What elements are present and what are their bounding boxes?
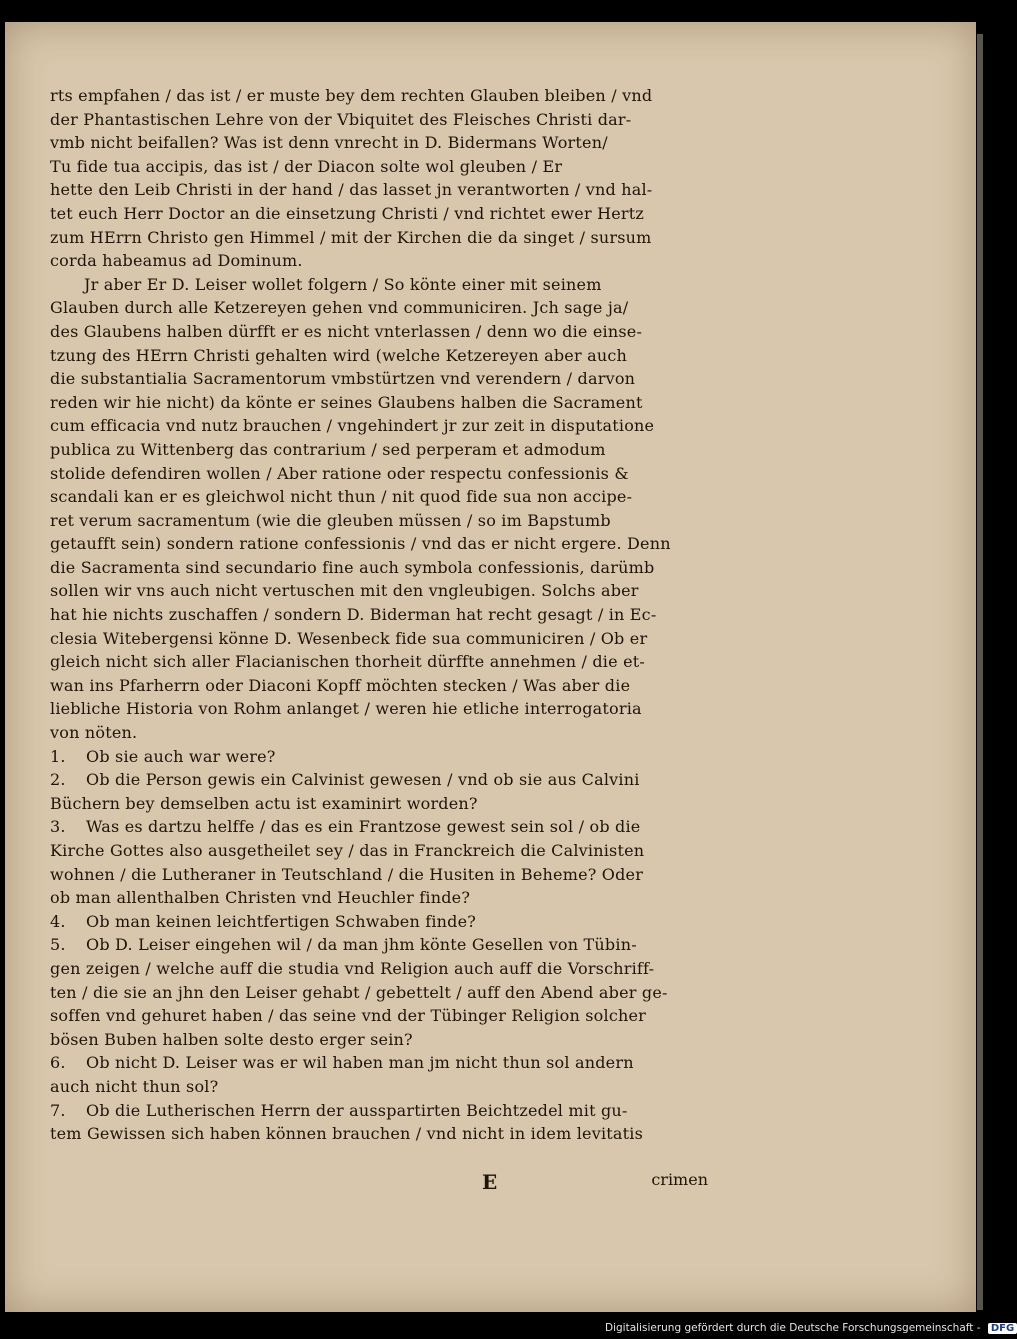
item-text: ob man allenthalben Christen vnd Heuchler finde? (50, 888, 471, 908)
text-line: Tu fide tua accipis, das ist / der Diacon solte wol gleuben / Er (50, 156, 563, 176)
text-line: gleich nicht sich aller Flacianischen thorheit dürffte annehmen / die et- (50, 652, 645, 672)
text-line: reden wir hie nicht) da könte er seines Glaubens halben die Sacrament (50, 392, 643, 412)
item-text: Ob man keinen leichtfertigen Schwaben finde? (86, 911, 477, 931)
footer-text: Digitalisierung gefördert durch die Deutsche Forschungsgemeinschaft - (605, 1322, 981, 1334)
item-text: Kirche Gottes also ausgetheilet sey / das in Franckreich die Calvinisten (50, 841, 645, 860)
text-line: tzung des HErrn Christi gehalten wird (welche Ketzereyen aber auch (50, 345, 628, 365)
text-line: stolide defendiren wollen / Aber ratione oder respectu confessionis & (50, 463, 629, 483)
item-number: 6. (50, 1053, 66, 1073)
numbered-item (50, 1099, 718, 1123)
item-text: Ob sie auch war were? (86, 746, 276, 766)
item-number: 3. (50, 817, 66, 837)
text-line: liebliche Historia von Rohm anlanget / weren hie etliche interrogatoria (50, 699, 642, 719)
signature-line (480, 1170, 720, 1194)
text-line: Glauben durch alle Ketzereyen gehen vnd communiciren. Jch sage ja/ (50, 298, 629, 318)
funding-footer (605, 1322, 1017, 1334)
text-line: Jr aber Er D. Leiser wollet folgern / So könte einer mit seinem (84, 274, 602, 294)
item-text: gen zeigen / welche auff die studia vnd Religion auch auff die Vorschriff- (50, 958, 655, 978)
item-text: bösen Buben halben solte desto erger sein? (50, 1029, 413, 1049)
text-line: publica zu Wittenberg das contrarium / sed perperam et admodum (50, 439, 606, 459)
item-text: auch nicht thun sol? (50, 1076, 219, 1096)
text-line: rts empfahen / das ist / er muste bey dem rechten Glauben bleiben / vnd (50, 86, 653, 105)
text-line: getaufft sein) sondern ratione confessionis / vnd das er nicht ergere. Denn (50, 534, 671, 554)
item-text: Ob nicht D. Leiser was er wil haben man jm nicht thun sol andern (86, 1053, 634, 1073)
text-line: ret verum sacramentum (wie die gleuben müssen / so im Bapstumb (50, 510, 611, 530)
text-line: des Glaubens halben dürfft er es nicht vnterlassen / denn wo die einse- (50, 321, 643, 341)
item-number: 5. (50, 935, 66, 955)
item-text: Was es dartzu helffe / das es ein Frantzose gewest sein sol / ob die (86, 817, 641, 837)
page-text (50, 84, 718, 1146)
dfg-logo: DFG (988, 1323, 1017, 1334)
text-line: wan ins Pfarherrn oder Diaconi Kopff möchten stecken / Was aber die (50, 675, 631, 695)
text-line: sollen wir vns auch nicht vertuschen mit den vngleubigen. Solchs aber (50, 581, 639, 601)
numbered-item (50, 933, 718, 957)
text-line: hette den Leib Christi in der hand / das lasset jn verantworten / vnd hal- (50, 180, 653, 200)
text-line: der Phantastischen Lehre von der Vbiquitet des Fleisches Christi dar- (50, 109, 632, 129)
text-line: zum HErrn Christo gen Himmel / mit der Kirchen die da singet / sursum (50, 227, 652, 247)
text-line: vmb nicht beifallen? Was ist denn vnrecht in D. Bidermans Worten/ (50, 133, 608, 153)
item-text: Büchern bey demselben actu ist examinirt worden? (50, 793, 478, 813)
signature-mark: E (482, 1170, 498, 1194)
item-text: Ob die Lutherischen Herrn der ausspartirten Beichtzedel mit gu- (86, 1100, 628, 1120)
text-line: hat hie nichts zuschaffen / sondern D. Biderman hat recht gesagt / in Ec- (50, 605, 657, 625)
text-line: clesia Witebergensi könne D. Wesenbeck fide sua communiciren / Ob er (50, 628, 648, 648)
item-text: ten / die sie an jhn den Leiser gehabt / gebettelt / auff den Abend aber ge- (50, 982, 668, 1002)
item-text: wohnen / die Lutheraner in Teutschland / die Husiten in Beheme? Oder (50, 864, 644, 884)
page-edge (977, 34, 983, 1310)
numbered-item (50, 768, 718, 792)
text-line: die Sacramenta sind secundario fine auch symbola confessionis, darümb (50, 557, 655, 577)
text-line: corda habeamus ad Dominum. (50, 251, 303, 271)
item-number: 7. (50, 1100, 66, 1120)
item-number: 2. (50, 770, 66, 790)
numbered-item (50, 910, 718, 934)
text-line: tet euch Herr Doctor an die einsetzung Christi / vnd richtet ewer Hertz (50, 203, 645, 223)
item-text: soffen vnd gehuret haben / das seine vnd der Tübinger Religion solcher (50, 1006, 647, 1026)
item-text: Ob die Person gewis ein Calvinist gewesen / vnd ob sie aus Calvini (86, 770, 640, 790)
item-text: tem Gewissen sich haben können brauchen / vnd nicht in idem levitatis (50, 1124, 643, 1144)
numbered-item (50, 745, 718, 769)
text-line: von nöten. (50, 723, 138, 743)
numbered-item (50, 1051, 718, 1075)
item-number: 4. (50, 911, 66, 931)
catchword: crimen (651, 1170, 708, 1189)
item-text: Ob D. Leiser eingehen wil / da man jhm könte Gesellen von Tübin- (86, 935, 637, 955)
text-line: die substantialia Sacramentorum vmbstürtzen vnd verendern / darvon (50, 369, 636, 389)
numbered-item (50, 815, 718, 839)
text-line: cum efficacia vnd nutz brauchen / vngehindert jr zur zeit in disputatione (50, 416, 655, 436)
item-number: 1. (50, 746, 66, 766)
text-line: scandali kan er es gleichwol nicht thun / nit quod fide sua non accipe- (50, 487, 633, 507)
